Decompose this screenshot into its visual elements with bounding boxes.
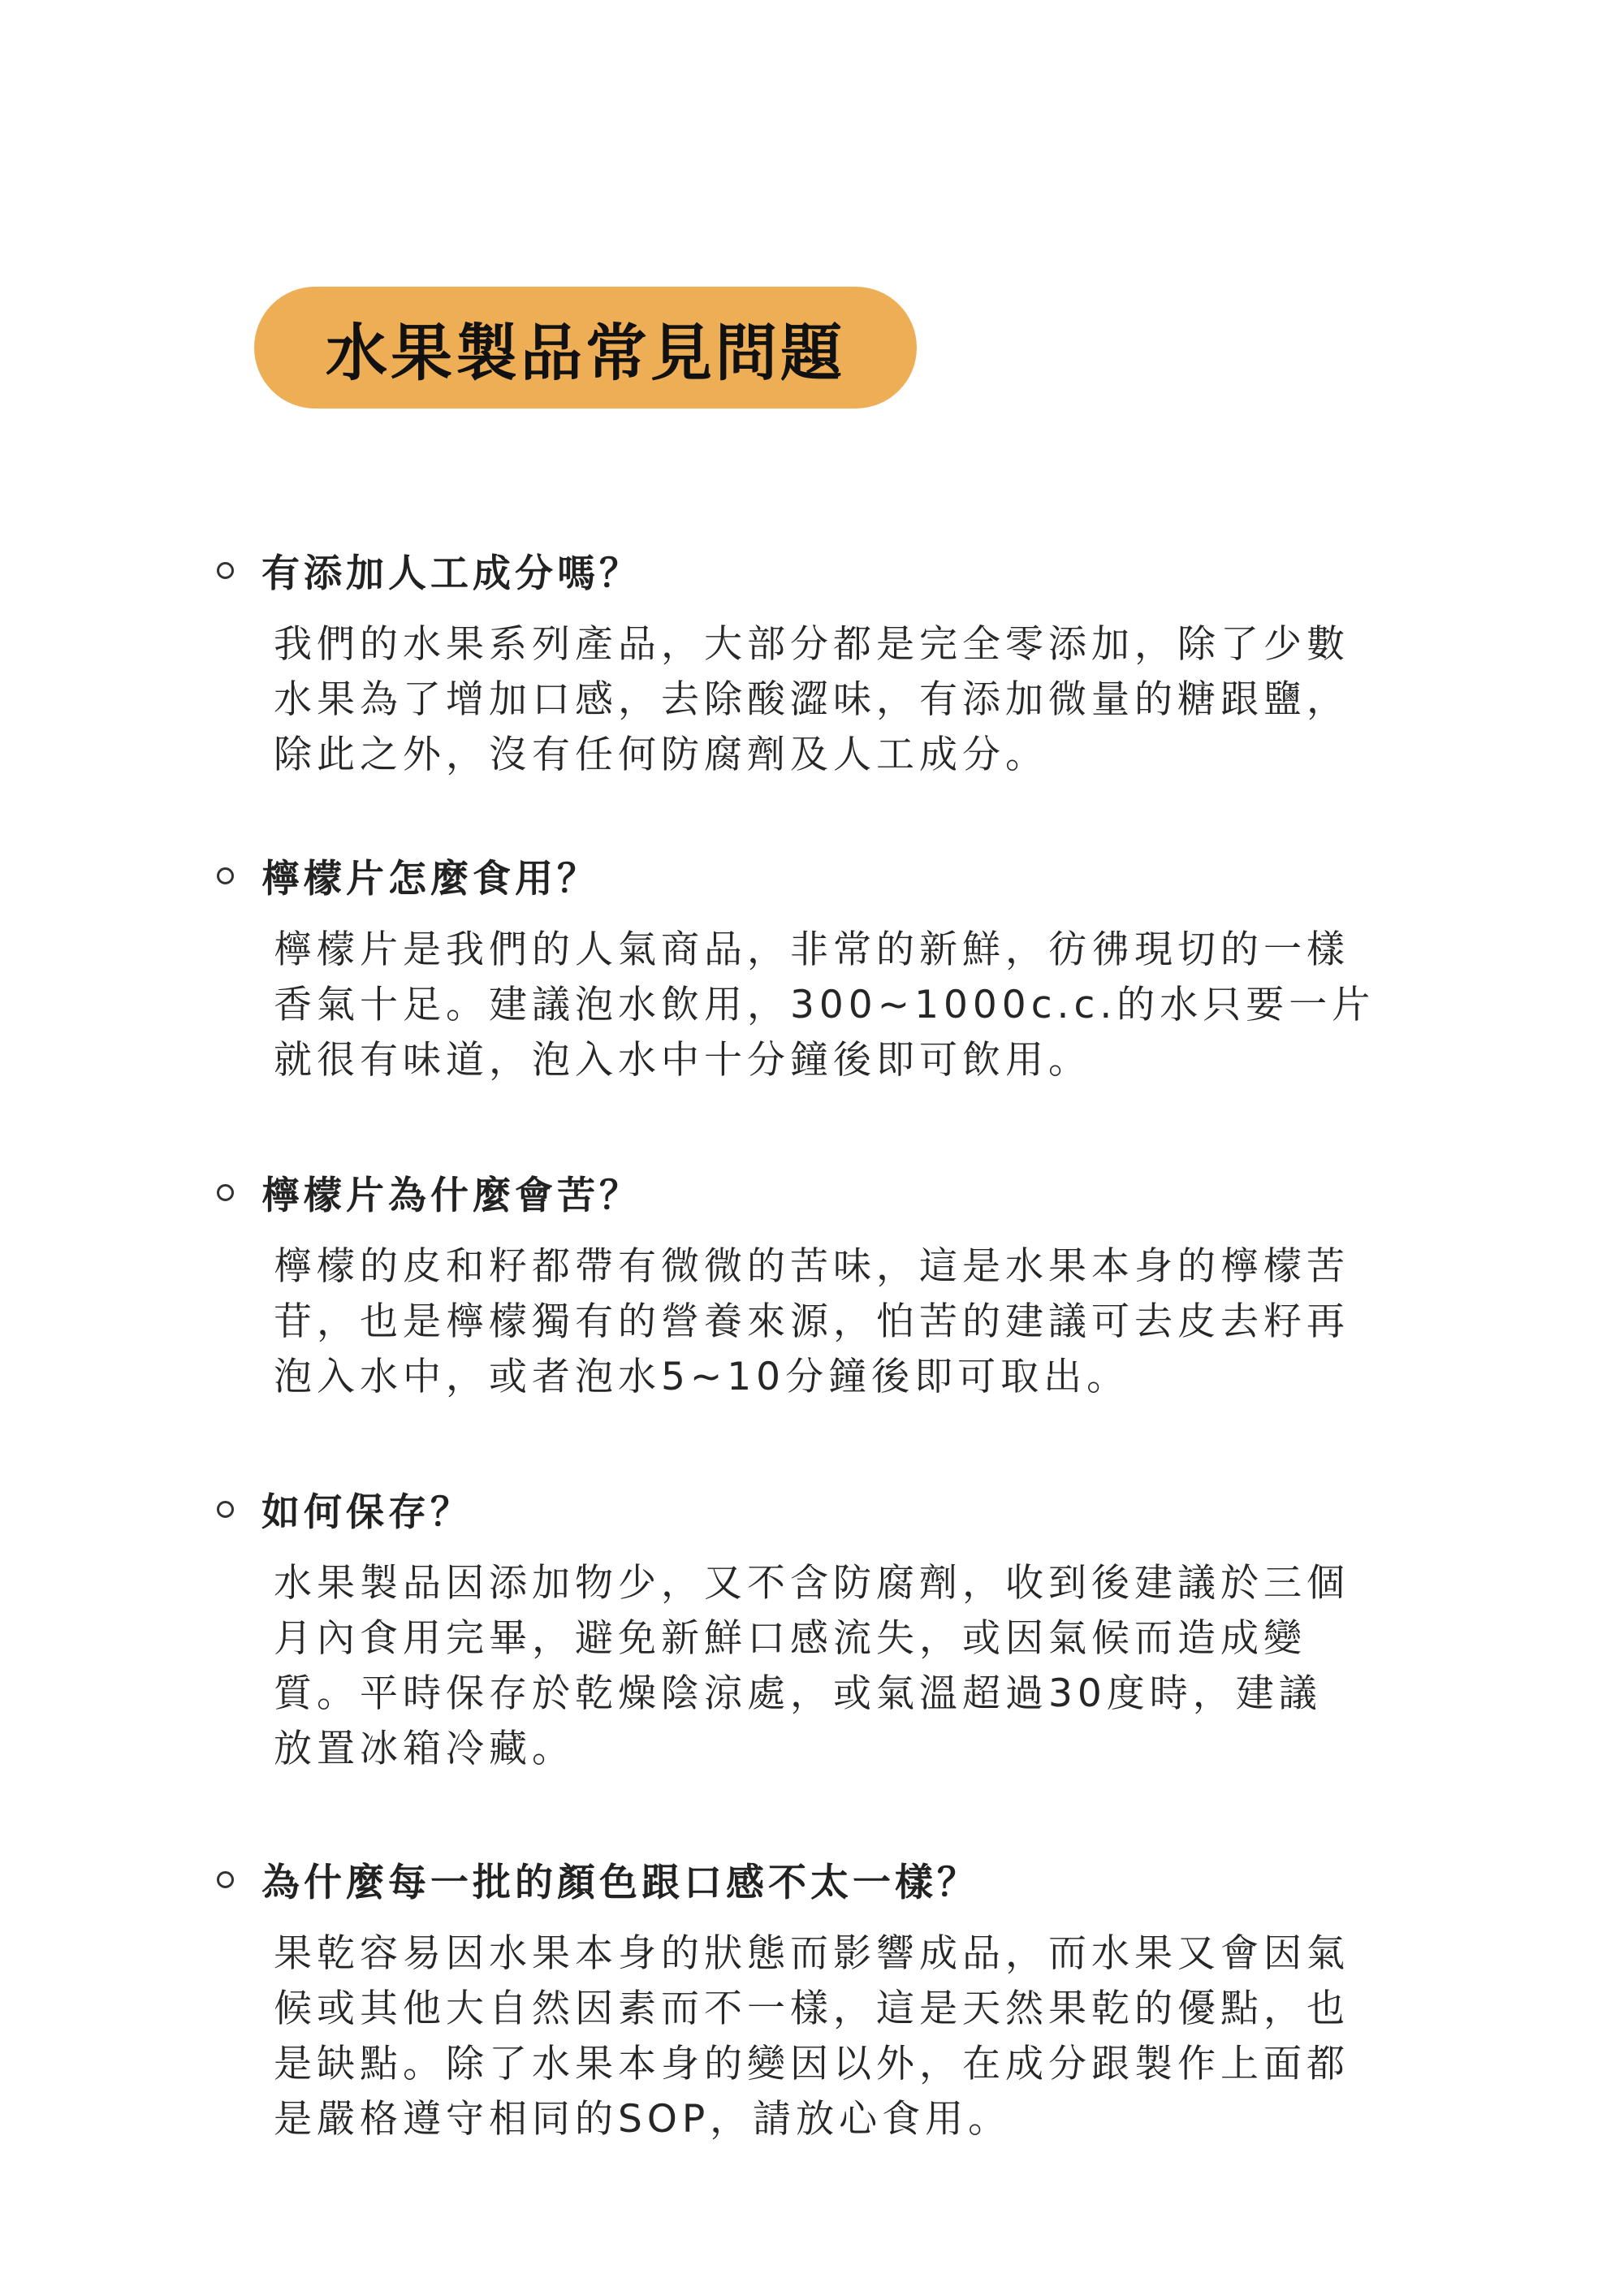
faq-question-row [217,1855,979,1904]
faq-question-row [217,1485,473,1533]
faq-answer-line: 苷，也是檸檬獨有的營養來源，怕苦的建議可去皮去籽再 [274,1299,1350,1344]
faq-answer-line: 是缺點。除了水果本身的變因以外，在成分跟製作上面都 [274,2042,1350,2086]
faq-question: 為什麼每一批的顏色跟口感不太一樣？ [261,1860,979,1905]
faq-answer-line: 泡入水中，或者泡水5~10分鐘後即可取出。 [274,1355,1130,1399]
faq-question: 檸檬片為什麼會苦？ [261,1173,641,1218]
faq-answer [274,1926,1410,2147]
circle-bullet-icon [217,1501,234,1518]
circle-bullet-icon [217,1871,234,1888]
faq-answer [274,1556,1410,1777]
faq-question-row [217,851,599,900]
faq-answer-line: 就很有味道，泡入水中十分鐘後即可飲用。 [274,1038,1091,1083]
faq-answer-line: 水果為了增加口感，去除酸澀味，有添加微量的糖跟鹽， [274,677,1350,722]
faq-answer-line: 放置冰箱冷藏。 [274,1727,575,1771]
faq-answer-line: 除此之外，沒有任何防腐劑及人工成分。 [274,733,1048,777]
title-banner [254,287,917,409]
faq-answer [274,923,1410,1088]
faq-question: 如何保存？ [261,1489,473,1535]
faq-answer-line: 香氣十足。建議泡水飲用，300~1000c.c.的水只要一片 [274,983,1376,1027]
faq-answer [274,1239,1410,1405]
faq-answer-line: 檸檬片是我們的人氣商品，非常的新鮮，彷彿現切的一樣 [274,927,1350,972]
faq-answer-line: 質。平時保存於乾燥陰涼處，或氣溫超過30度時，建議 [274,1671,1322,1716]
page-title: 水果製品常見問題 [326,316,845,389]
faq-answer [274,617,1410,783]
circle-bullet-icon [217,562,234,579]
faq-question-row [217,1168,641,1217]
faq-answer-line: 檸檬的皮和籽都帶有微微的苦味，這是水果本身的檸檬苦 [274,1244,1350,1289]
circle-bullet-icon [217,867,234,884]
faq-question: 檸檬片怎麼食用？ [261,856,599,901]
faq-answer-line: 是嚴格遵守相同的SOP，請放心食用。 [274,2097,1012,2142]
faq-answer-line: 月內食用完畢，避免新鮮口感流失，或因氣候而造成變 [274,1616,1307,1661]
faq-question-row [217,546,641,594]
faq-answer-line: 果乾容易因水果本身的狀態而影響成品，而水果又會因氣 [274,1931,1350,1976]
faq-answer-line: 我們的水果系列產品，大部分都是完全零添加，除了少數 [274,622,1350,667]
faq-question: 有添加人工成分嗎？ [261,551,641,596]
faq-answer-line: 候或其他大自然因素而不一樣，這是天然果乾的優點，也 [274,1987,1350,2031]
circle-bullet-icon [217,1184,234,1201]
faq-answer-line: 水果製品因添加物少，又不含防腐劑，收到後建議於三個 [274,1561,1350,1606]
